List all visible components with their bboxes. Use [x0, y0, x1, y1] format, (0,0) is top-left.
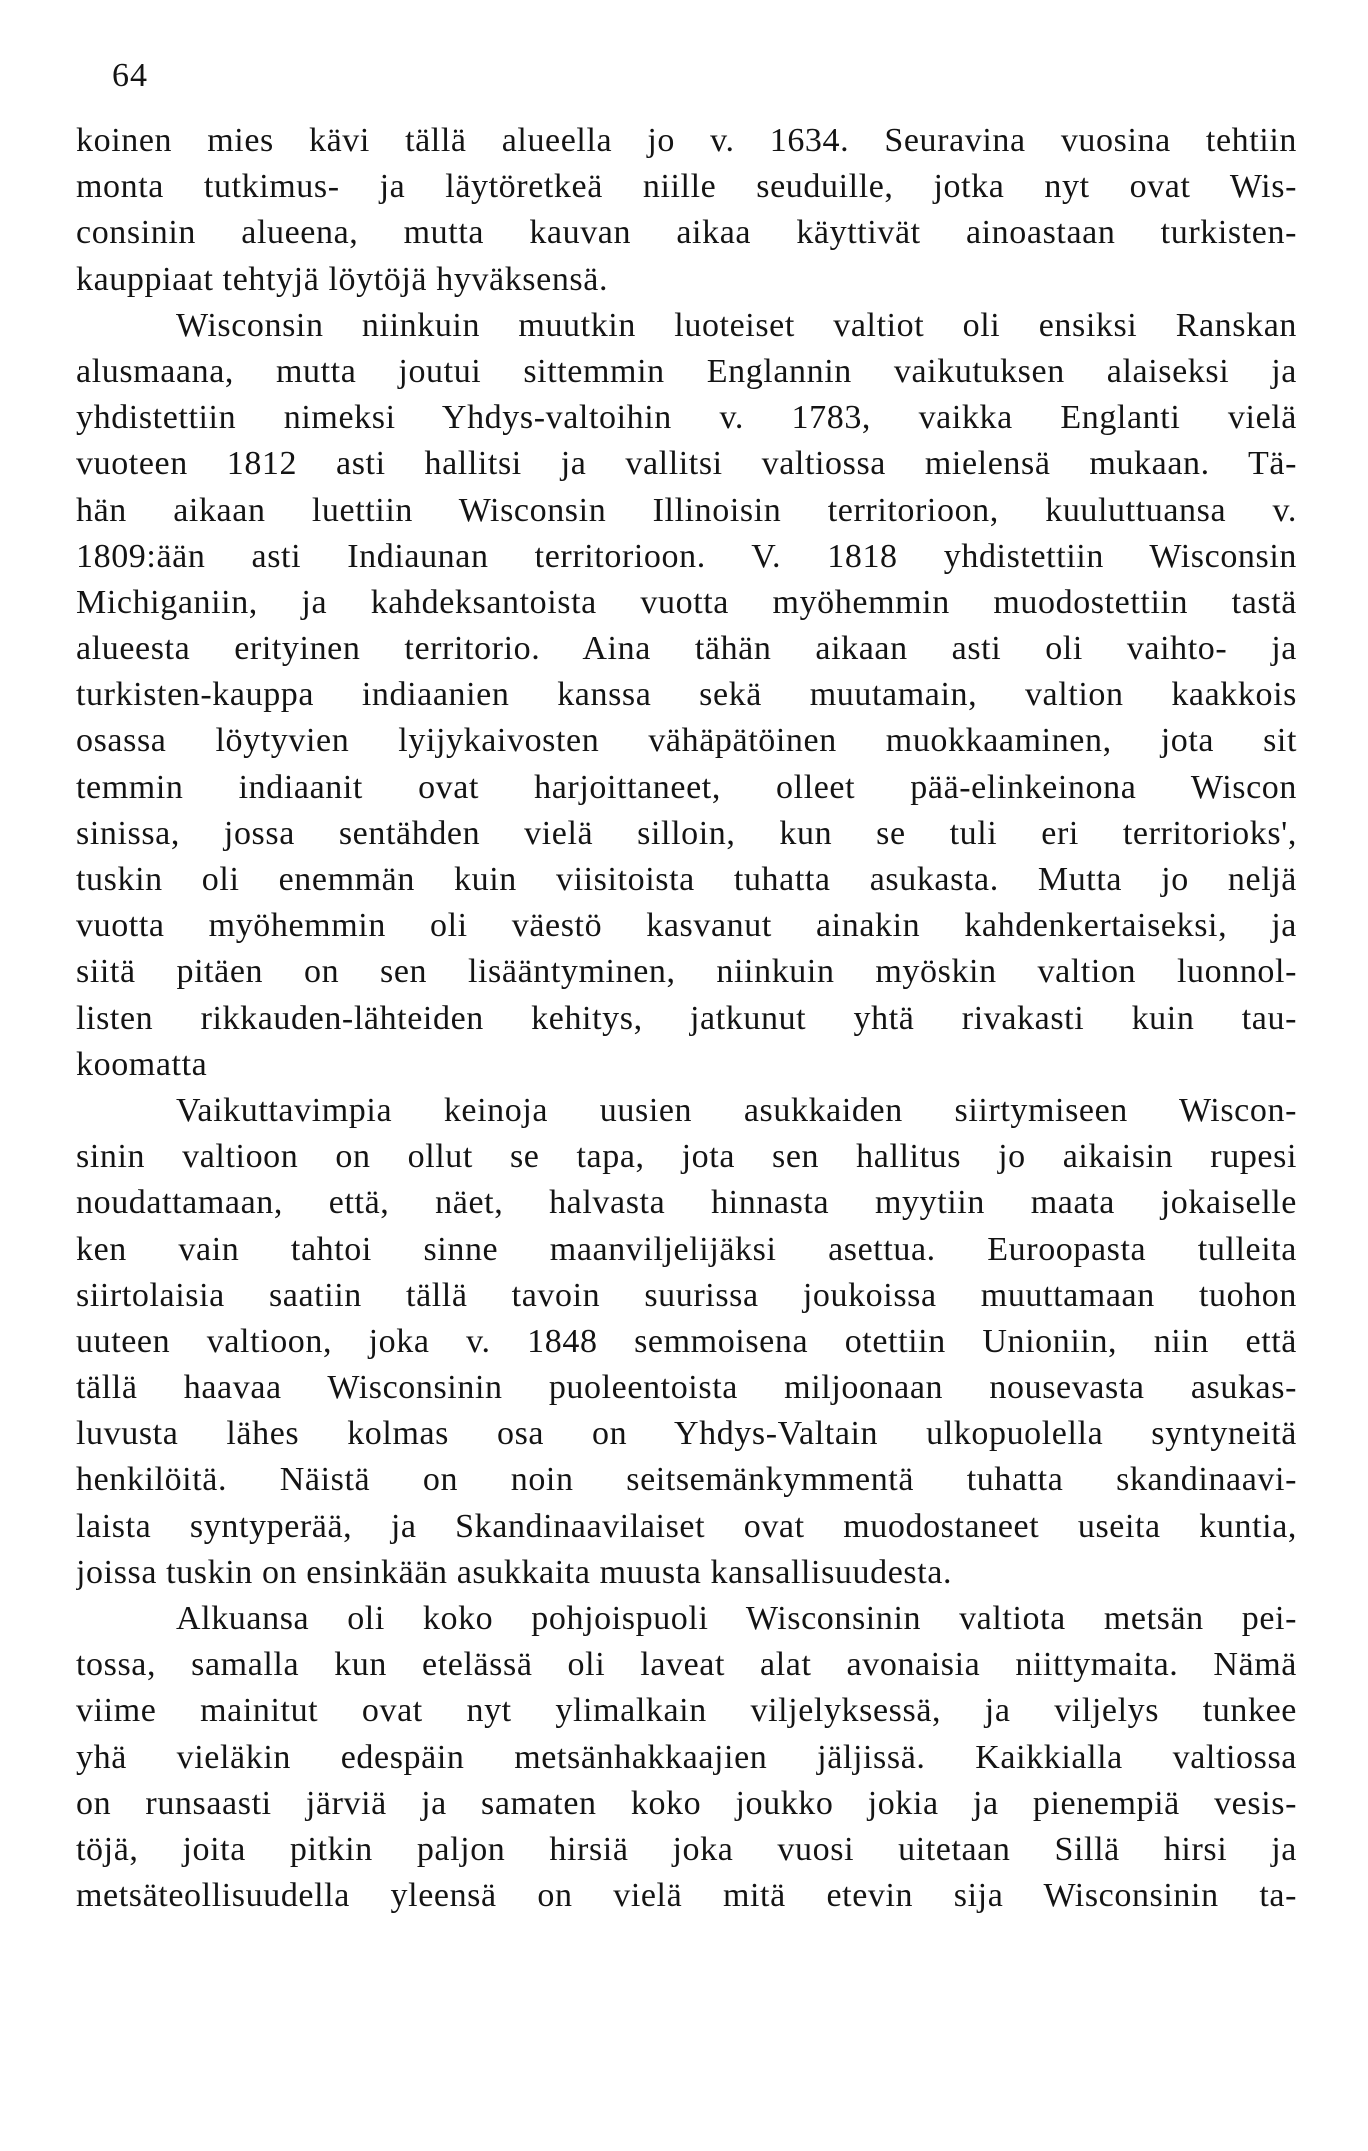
text-line: listen rikkauden-lähteiden kehitys, jatkunut yhtä rivakasti kuin tau- — [76, 999, 1297, 1037]
text-line: koomatta — [76, 1045, 208, 1083]
text-line: temmin indiaanit ovat harjoittaneet, olleet pää-elinkeinona Wiscon — [76, 768, 1297, 806]
text-line: vuotta myöhemmin oli väestö kasvanut ainakin kahdenkertaiseksi, ja — [76, 907, 1297, 945]
paragraph — [76, 118, 1297, 303]
text-line: Michiganiin, ja kahdeksantoista vuotta myöhemmin muodostettiin tastä — [76, 583, 1297, 621]
text-line: uuteen valtioon, joka v. 1848 semmoisena otettiin Unioniin, niin että — [76, 1322, 1297, 1360]
text-line: alusmaana, mutta joutui sittemmin Englannin vaikutuksen alaiseksi ja — [76, 352, 1297, 390]
text-line: luvusta lähes kolmas osa on Yhdys-Valtain ulkopuolella syntyneitä — [76, 1415, 1297, 1453]
text-line: vuoteen 1812 asti hallitsi ja vallitsi valtiossa mielensä mukaan. Tä- — [76, 445, 1297, 483]
paragraph — [76, 1596, 1297, 1919]
text-line: Wisconsin niinkuin muutkin luoteiset valtiot oli ensiksi Ranskan — [176, 306, 1297, 344]
text-line: sinissa, jossa sentähden vielä silloin, kun se tuli eri territorioks', — [76, 814, 1297, 852]
text-line: monta tutkimus- ja läytöretkeä niille seuduille, jotka nyt ovat Wis- — [76, 168, 1297, 206]
text-line: noudattamaan, että, näet, halvasta hinnasta myytiin maata jokaiselle — [76, 1184, 1297, 1222]
text-line: tossa, samalla kun etelässä oli laveat alat avonaisia niittymaita. Nämä — [76, 1646, 1297, 1684]
text-line: laista syntyperää, ja Skandinaavilaiset ovat muodostaneet useita kuntia, — [76, 1507, 1297, 1545]
paragraph — [76, 303, 1297, 1088]
text-line: sinin valtioon on ollut se tapa, jota sen hallitus jo aikaisin rupesi — [76, 1138, 1297, 1176]
text-line: metsäteollisuudella yleensä on vielä mitä etevin sija Wisconsinin ta- — [76, 1877, 1297, 1915]
text-line: 1809:ään asti Indiaunan territorioon. V. 1818 yhdistettiin Wisconsin — [76, 537, 1297, 575]
text-line: henkilöitä. Näistä on noin seitsemänkymmentä tuhatta skandinaavi- — [76, 1461, 1297, 1499]
body-text — [76, 118, 1297, 1919]
text-line: hän aikaan luettiin Wisconsin Illinoisin territorioon, kuuluttuansa v. — [76, 491, 1297, 529]
text-line: turkisten-kauppa indiaanien kanssa sekä muutamain, valtion kaakkois — [76, 676, 1297, 714]
text-line: tällä haavaa Wisconsinin puoleentoista miljoonaan nousevasta asukas- — [76, 1369, 1297, 1407]
text-line: töjä, joita pitkin paljon hirsiä joka vuosi uitetaan Sillä hirsi ja — [76, 1830, 1297, 1868]
text-line: yhä vieläkin edespäin metsänhakkaajien jäljissä. Kaikkialla valtiossa — [76, 1738, 1297, 1776]
text-line: Alkuansa oli koko pohjoispuoli Wisconsinin valtiota metsän pei- — [176, 1600, 1297, 1637]
text-line: koinen mies kävi tällä alueella jo v. 1634. Seuravina vuosina tehtiin — [76, 122, 1297, 159]
text-line: siitä pitäen on sen lisääntyminen, niinkuin myöskin valtion luonnol- — [76, 953, 1297, 991]
text-line: viime mainitut ovat nyt ylimalkain viljelyksessä, ja viljelys tunkee — [76, 1692, 1297, 1730]
text-line: ken vain tahtoi sinne maanviljelijäksi asettua. Euroopasta tulleita — [76, 1230, 1297, 1268]
text-line: consinin alueena, mutta kauvan aikaa käyttivät ainoastaan turkisten- — [76, 214, 1297, 252]
text-line: siirtolaisia saatiin tällä tavoin suurissa joukoissa muuttamaan tuohon — [76, 1276, 1297, 1314]
paragraph — [76, 1088, 1297, 1596]
text-line: alueesta erityinen territorio. Aina tähän aikaan asti oli vaihto- ja — [76, 630, 1297, 668]
page-number: 64 — [112, 57, 148, 94]
text-line: kauppiaat tehtyjä löytöjä hyväksensä. — [76, 260, 609, 298]
text-line: tuskin oli enemmän kuin viisitoista tuhatta asukasta. Mutta jo neljä — [76, 861, 1297, 898]
text-line: joissa tuskin on ensinkään asukkaita muusta kansallisuudesta. — [76, 1553, 953, 1591]
text-line: yhdistettiin nimeksi Yhdys-valtoihin v. 1783, vaikka Englanti vielä — [76, 399, 1297, 437]
text-line: on runsaasti järviä ja samaten koko joukko jokia ja pienempiä vesis- — [76, 1784, 1297, 1822]
text-line: osassa löytyvien lyijykaivosten vähäpätöinen muokkaaminen, jota sit — [76, 722, 1297, 760]
text-line: Vaikuttavimpia keinoja uusien asukkaiden siirtymiseen Wiscon- — [176, 1091, 1297, 1129]
